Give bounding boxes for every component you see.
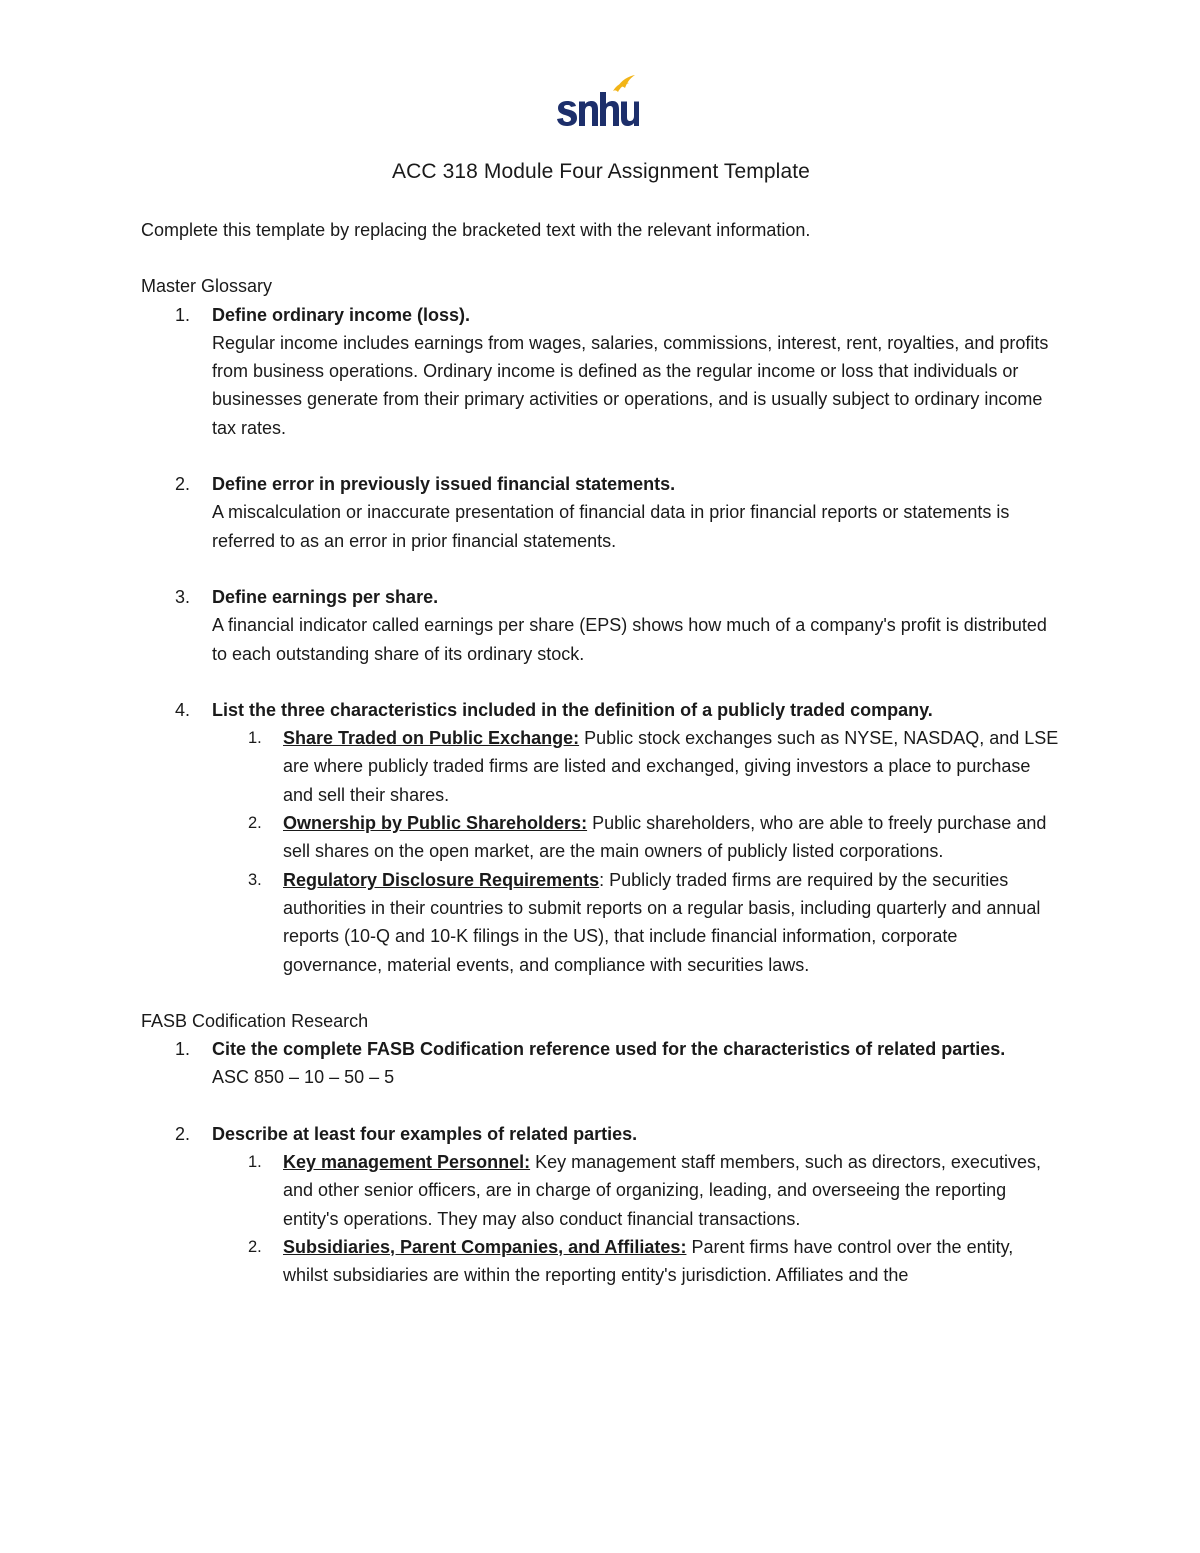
question-text: Cite the complete FASB Codification reference used for the characteristics of related parties. — [212, 1039, 1006, 1060]
answer-text: ASC 850 – 10 – 50 – 5 — [212, 1067, 395, 1088]
term-description: Key management staff members, such as directors, executives, and other senior officers, are in charge of organizing, leading, and overseeing the reporting entity's operations. They may also conduct financial transactions. — [283, 1152, 1041, 1229]
term-label: Regulatory Disclosure Requirements — [283, 869, 600, 890]
list-item — [141, 470, 1061, 555]
list-item — [141, 1035, 1061, 1092]
list-item — [141, 696, 1061, 979]
sub-list-number: 2. — [248, 814, 262, 833]
snhu-logo-mark — [555, 74, 639, 134]
sub-list-number: 1. — [248, 729, 262, 748]
question-text: Define earnings per share. — [212, 586, 439, 607]
sub-list-item — [212, 724, 1061, 809]
section-heading-master-glossary: Master Glossary — [141, 276, 273, 297]
question-text: Describe at least four examples of related parties. — [212, 1123, 638, 1144]
sub-list-number: 3. — [248, 870, 262, 889]
term-description: Public shareholders, who are able to freely purchase and sell shares on the open market, are the main owners of publicly listed corporations. — [283, 813, 1047, 862]
question-text: Define ordinary income (loss). — [212, 304, 471, 325]
snhu-logo — [555, 74, 639, 134]
list-number: 4. — [175, 699, 191, 720]
term-description: Parent firms have control over the entity, whilst subsidiaries are within the reporting entity's jurisdiction. Affiliates and the — [283, 1236, 1014, 1286]
list-item — [141, 301, 1061, 442]
sub-list-item — [212, 809, 1061, 866]
term-label: Key management Personnel: — [283, 1152, 531, 1173]
related-parties-list — [212, 1148, 1061, 1289]
term-label: Ownership by Public Shareholders: — [283, 813, 588, 834]
list-number: 2. — [175, 474, 191, 495]
fasb-list — [141, 1035, 1061, 1289]
question-text: List the three characteristics included in the definition of a publicly traded company. — [212, 699, 933, 720]
question-text: Define error in previously issued financial statements. — [212, 474, 676, 495]
page-title: ACC 318 Module Four Assignment Template — [392, 160, 810, 183]
term-description: : Publicly traded firms are required by the securities authorities in their countries to submit reports on a regular basis, including quarterly and annual reports (10-Q and 10-K filings in the US), that include financial information, corporate governance, material events, and compliance with securities laws. — [283, 869, 1041, 975]
answer-text: Regular income includes earnings from wages, salaries, commissions, interest, rent, royalties, and profits from business operations. Ordinary income is defined as the regular income or loss that individuals or businesses generate from their primary activities or operations, and is usually subject to ordinary income tax rates. — [212, 332, 1049, 438]
term-label: Subsidiaries, Parent Companies, and Affiliates: — [283, 1236, 687, 1257]
answer-text: A miscalculation or inaccurate presentation of financial data in prior financial reports or statements is referred to as an error in prior financial statements. — [212, 502, 1010, 551]
list-number: 1. — [175, 1039, 191, 1060]
glossary-list — [141, 301, 1061, 979]
sub-list-number: 2. — [248, 1237, 262, 1256]
instructions-text: Complete this template by replacing the bracketed text with the relevant information. — [141, 220, 811, 240]
term-label: Share Traded on Public Exchange: — [283, 728, 580, 749]
list-item — [141, 583, 1061, 668]
list-item — [141, 1120, 1061, 1290]
list-number: 1. — [175, 304, 191, 325]
document-body — [141, 156, 1061, 1318]
sub-list-item — [212, 866, 1061, 979]
list-number: 2. — [175, 1123, 191, 1144]
section-heading-fasb-research: FASB Codification Research — [141, 1010, 369, 1031]
sub-list-item — [212, 1148, 1061, 1233]
term-description: Public stock exchanges such as NYSE, NASDAQ, and LSE are where publicly traded firms are listed and exchanged, giving investors a place to purchase and sell their shares. — [283, 728, 1059, 805]
sub-list-number: 1. — [248, 1153, 262, 1172]
list-number: 3. — [175, 586, 191, 607]
answer-text: A financial indicator called earnings per share (EPS) shows how much of a company's profit is distributed to each outstanding share of its ordinary stock. — [212, 615, 1047, 664]
characteristics-list — [212, 724, 1061, 979]
sub-list-item — [212, 1233, 1061, 1290]
